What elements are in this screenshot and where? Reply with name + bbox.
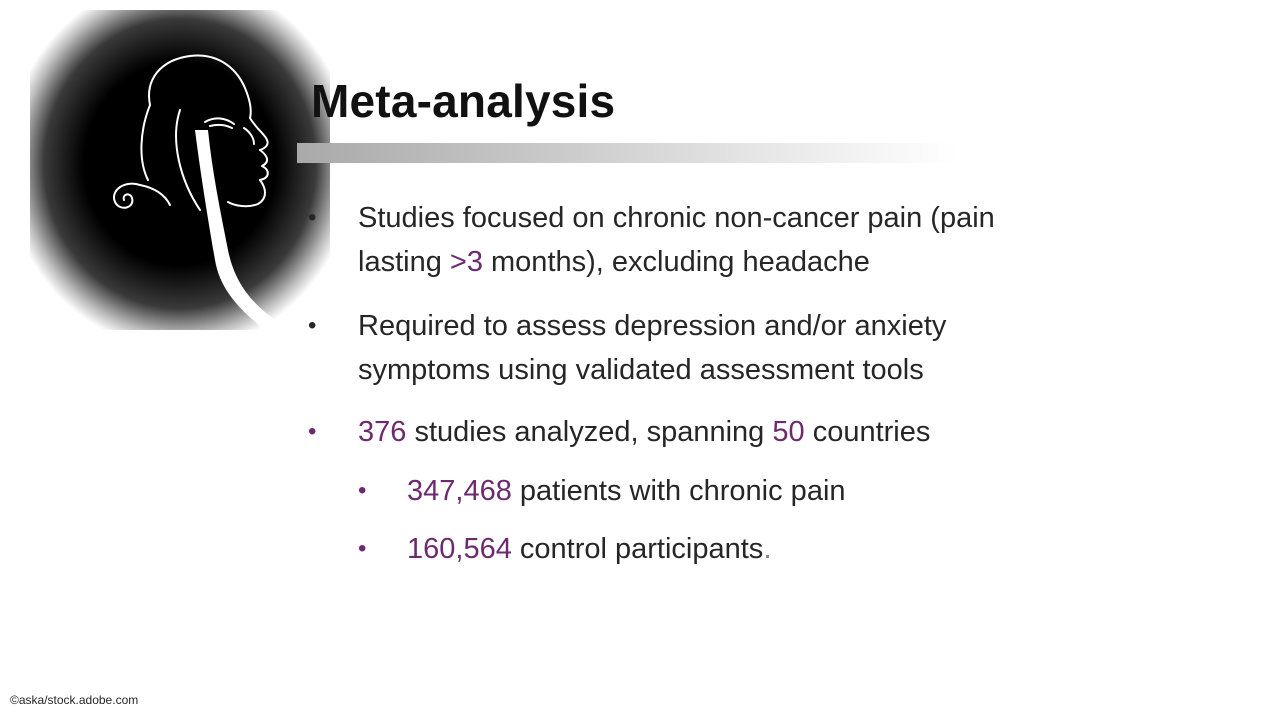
bullet-text-segment: studies analyzed, spanning (406, 416, 773, 448)
trailing-mark (766, 555, 769, 558)
bullet-text-line: Required to assess depression and/or anxiety (358, 310, 947, 342)
bullet-item (358, 410, 930, 454)
patients-count: 347,468 (407, 475, 512, 507)
sub-bullet-text: patients with chronic pain (511, 475, 846, 507)
image-credit: ©aska/stock.adobe.com (10, 693, 139, 707)
bullet-text-line (358, 240, 995, 284)
bullet-item (358, 304, 946, 392)
bullet-text-line: symptoms using validated assessment tools (358, 354, 924, 386)
bullet-marker: • (308, 312, 317, 339)
sub-bullet-text: control participants (511, 533, 764, 565)
countries-count: 50 (772, 416, 805, 448)
sub-bullet-item (407, 469, 846, 513)
bullet-text-segment: countries (804, 416, 931, 448)
bullet-text-segment: months), excluding headache (482, 246, 870, 278)
bullet-item (358, 196, 995, 284)
sub-bullet-item (407, 527, 769, 571)
highlighted-value: >3 (449, 246, 483, 278)
control-count: 160,564 (407, 533, 512, 565)
bullet-text-line: Studies focused on chronic non-cancer pain (pain (358, 202, 995, 234)
bullet-text-segment: lasting (358, 246, 450, 278)
bullet-marker: • (308, 204, 317, 231)
slide-title: Meta-analysis (311, 75, 616, 127)
sub-bullet-marker: • (358, 477, 367, 504)
bullet-marker: • (308, 418, 317, 445)
sub-bullet-marker: • (358, 535, 367, 562)
studies-count: 376 (358, 416, 407, 448)
